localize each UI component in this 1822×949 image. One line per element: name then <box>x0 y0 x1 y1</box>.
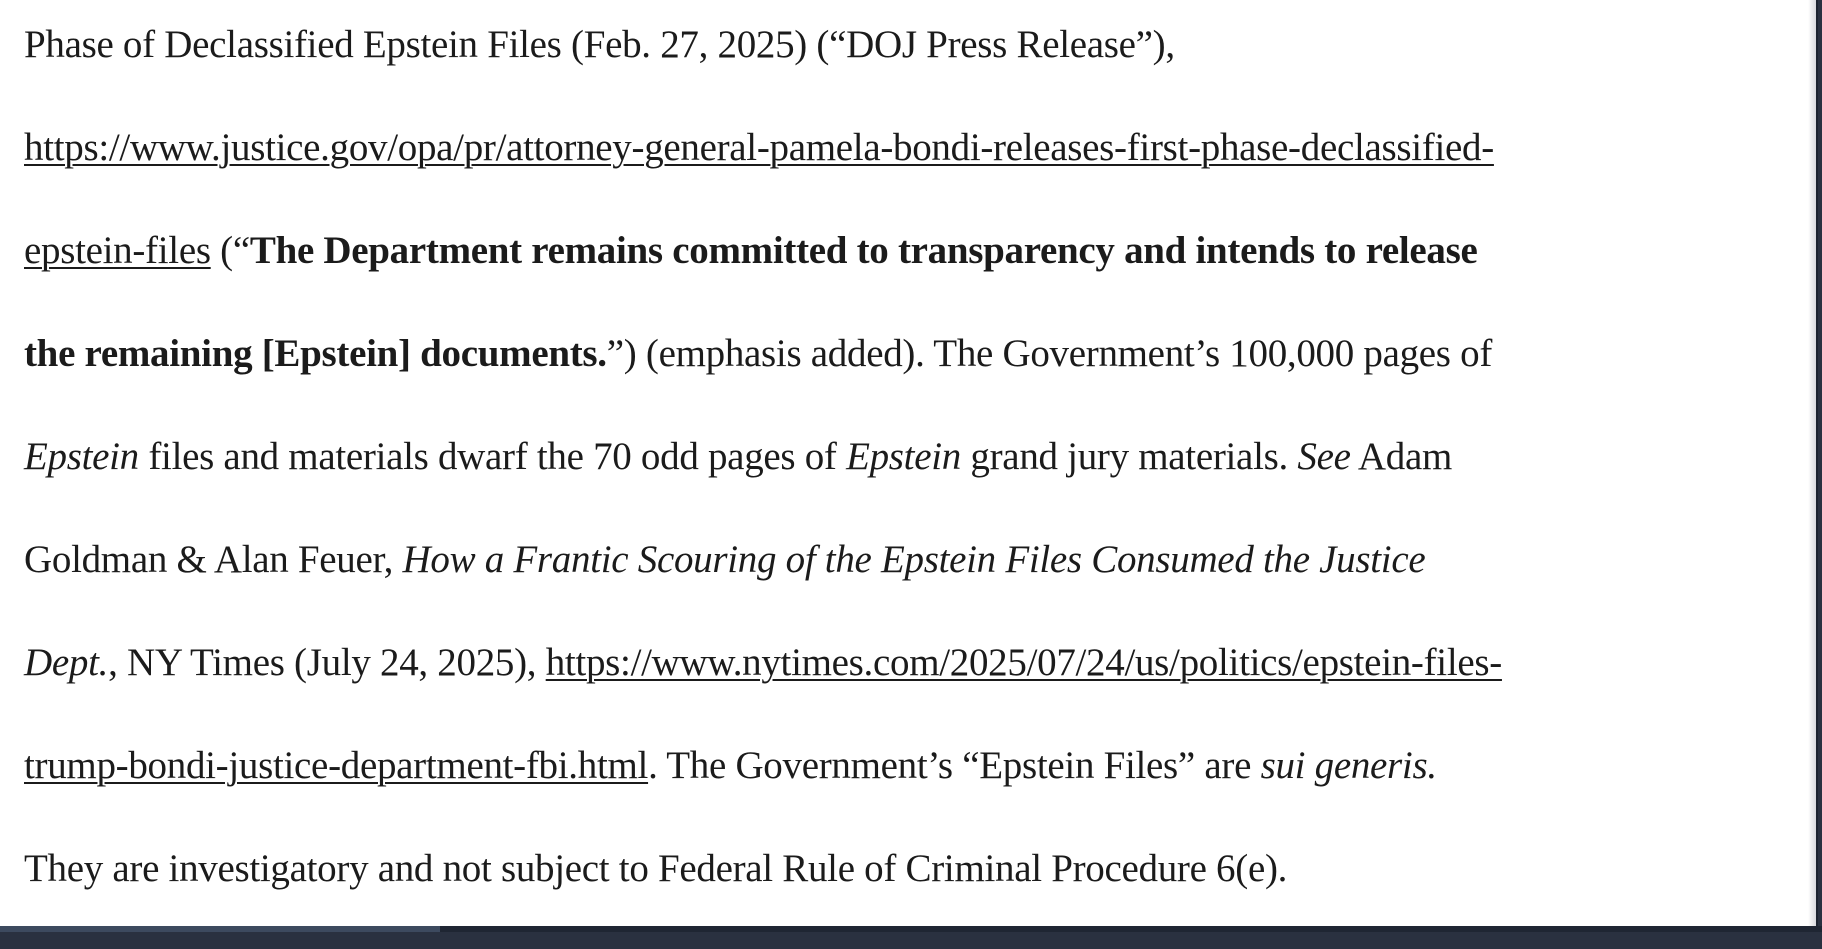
text-line-8 <box>24 743 1764 846</box>
text-line-7 <box>24 640 1764 743</box>
line-text: files and materials dwarf the 70 odd pages of <box>138 435 847 478</box>
text-line-4 <box>24 331 1764 434</box>
bold-quote: The Department remains committed to transparency and intends to release <box>249 229 1478 272</box>
line-text: ”) (emphasis added). The Government’s 100,000 pages of <box>606 332 1493 375</box>
doj-press-release-link[interactable]: https://www.justice.gov/opa/pr/attorney-general-pamela-bondi-releases-first-phase-declassified- <box>24 126 1494 169</box>
line-text: (“ <box>210 229 250 272</box>
text-line-3 <box>24 228 1764 331</box>
article-title: Dept. <box>24 641 109 684</box>
case-name: Epstein <box>24 435 139 478</box>
line-text: Goldman & Alan Feuer, <box>24 538 403 581</box>
text-line-2 <box>24 125 1764 228</box>
case-name: Epstein <box>846 435 961 478</box>
text-line-6 <box>24 537 1764 640</box>
line-text: Adam <box>1350 435 1453 478</box>
line-text: Phase of Declassified Epstein Files (Feb. 27, 2025) (“DOJ Press Release”), <box>24 23 1175 66</box>
text-line-5 <box>24 434 1764 537</box>
latin-phrase: sui generis. <box>1260 744 1437 787</box>
signal-word: See <box>1297 435 1351 478</box>
bottom-edge-highlight <box>0 926 440 932</box>
document-body <box>24 22 1764 949</box>
article-title: How a Frantic Scouring of the Epstein Files Consumed the Justice <box>402 538 1426 581</box>
nytimes-article-link[interactable]: https://www.nytimes.com/2025/07/24/us/politics/epstein-files- <box>545 641 1502 684</box>
nytimes-article-link-continued[interactable]: trump-bondi-justice-department-fbi.html <box>24 744 649 787</box>
bold-quote: the remaining [Epstein] documents. <box>24 332 607 375</box>
line-text: They are investigatory and not subject to Federal Rule of Criminal Procedure 6(e). <box>24 847 1288 890</box>
line-text: . The Government’s “Epstein Files” are <box>648 744 1261 787</box>
line-text: grand jury materials. <box>960 435 1298 478</box>
text-line-9 <box>24 846 1764 949</box>
text-line-1 <box>24 22 1764 125</box>
line-text: , NY Times (July 24, 2025), <box>108 641 546 684</box>
window-bottom-edge <box>0 926 1822 932</box>
doj-press-release-link-continued[interactable]: epstein-files <box>24 229 211 272</box>
